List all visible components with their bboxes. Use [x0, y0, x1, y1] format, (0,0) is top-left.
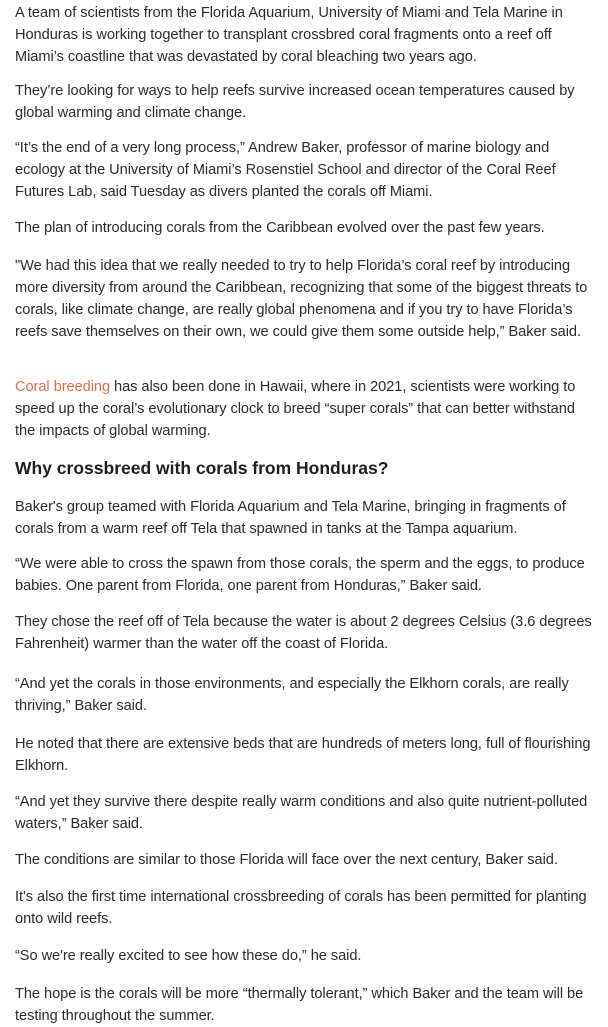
paragraph: It's also the first time international crossbreeding of corals has been permitted for planting onto wild reefs.	[15, 889, 587, 927]
paragraph: The plan of introducing corals from the Caribbean evolved over the past few years.	[15, 220, 545, 236]
paragraph-text: has also been done in Hawaii, where in 2021, scientists were working to speed up the coral’s evolutionary clock to breed “super corals” that can better withstand the impacts of global warming.	[15, 379, 576, 439]
paragraph: "We had this idea that we really needed to try to help Florida’s coral reef by introducing more diversity from around the Caribbean, recognizing that some of the biggest threats to corals, like climate change, are really global phenomena and if you try to have Florida’s reefs save themselves on their own, we could give them some outside help,” Baker said.	[15, 258, 588, 340]
paragraph: “And yet they survive there despite really warm conditions and also quite nutrient-polluted waters,” Baker said.	[15, 794, 588, 832]
coral-breeding-link[interactable]: Coral breeding	[15, 379, 111, 395]
paragraph: “So we're really excited to see how these do,” he said.	[15, 948, 362, 964]
paragraph: A team of scientists from the Florida Aquarium, University of Miami and Tela Marine in Honduras is working together to transplant crossbred coral fragments onto a reef off Miami’s coastline that was devastated by coral bleaching two years ago.	[15, 5, 563, 65]
paragraph: “We were able to cross the spawn from those corals, the sperm and the eggs, to produce babies. One parent from Florida, one parent from Honduras,” Baker said.	[15, 556, 585, 594]
paragraph: The conditions are similar to those Florida will face over the next century, Baker said.	[15, 852, 558, 868]
paragraph: “It’s the end of a very long process,” Andrew Baker, professor of marine biology and ecology at the University of Miami’s Rosenstiel School and director of the Coral Reef Futures Lab, said Tuesday as divers planted the corals off Miami.	[15, 140, 556, 200]
paragraph: Baker's group teamed with Florida Aquarium and Tela Marine, bringing in fragments of corals from a warm reef off Tela that spawned in tanks at the Tampa aquarium.	[15, 499, 566, 537]
paragraph: The hope is the corals will be more “thermally tolerant,” which Baker and the team will be testing throughout the summer.	[15, 986, 584, 1024]
paragraph: “And yet the corals in those environments, and especially the Elkhorn corals, are really thriving,” Baker said.	[15, 676, 569, 714]
paragraph: He noted that there are extensive beds that are hundreds of meters long, full of flourishing Elkhorn.	[15, 736, 591, 774]
paragraph: They chose the reef off of Tela because the water is about 2 degrees Celsius (3.6 degrees Fahrenheit) warmer than the water off the coast of Florida.	[15, 614, 592, 652]
section-heading: Why crossbreed with corals from Honduras?	[15, 458, 389, 478]
paragraph: They’re looking for ways to help reefs survive increased ocean temperatures caused by global warming and climate change.	[15, 83, 575, 121]
paragraph	[15, 376, 597, 442]
